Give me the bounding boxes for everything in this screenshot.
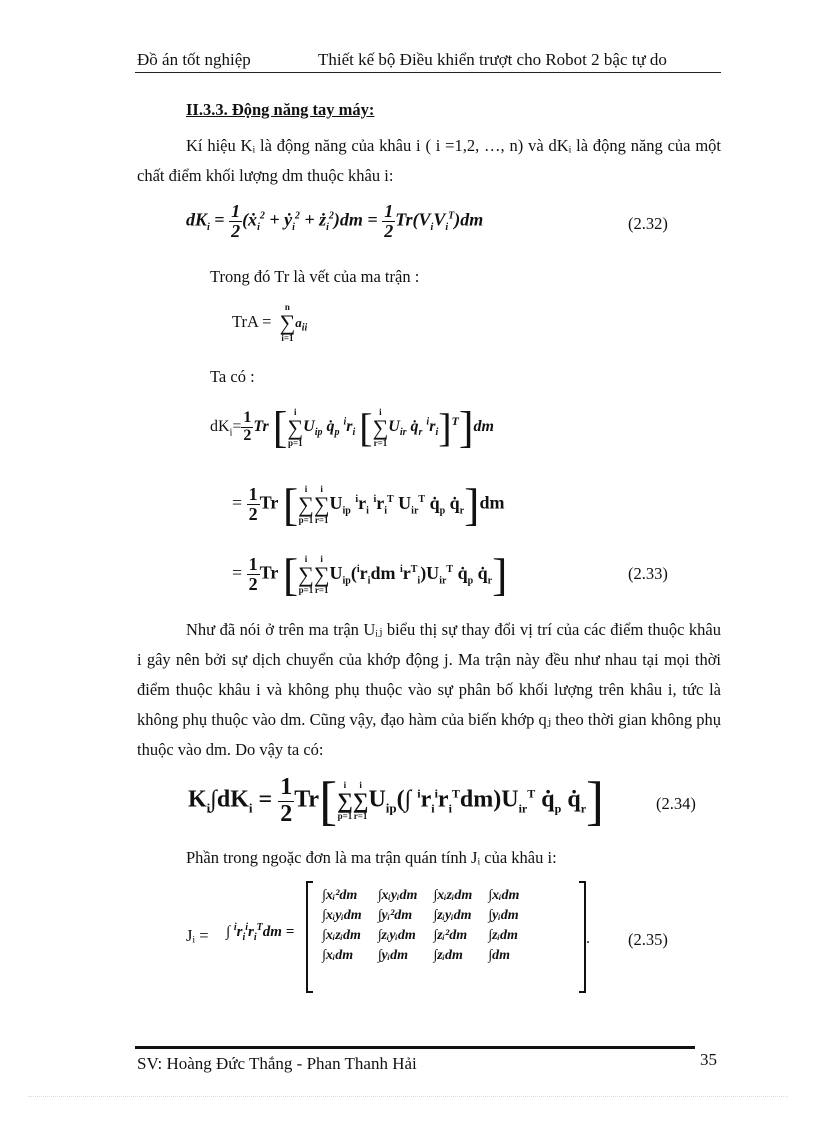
equation-2-35-lhs: Jᵢ =	[186, 926, 209, 945]
matrix-period: .	[586, 930, 590, 947]
matrix-cell: ∫zᵢyᵢdm	[433, 908, 472, 923]
equation-2-32: $dK_i$ = $\frac{1}{2}$ (ẋ$_i^2$ + ẏ$_i^2$ + $ż_i^2)dm$ = $\frac{1}{2}$ $Tr(V_iV_i^T)dm$	[186, 201, 484, 241]
matrix-cell: ∫xᵢdm	[488, 888, 520, 903]
equation-number-2-32: (2.32)	[628, 214, 668, 233]
section-title: II.3.3. Động năng tay máy:	[186, 100, 375, 119]
taco-label: Ta có :	[210, 367, 255, 386]
equation-number-2-34: (2.34)	[656, 794, 696, 813]
page-number: 35	[700, 1050, 717, 1069]
equation-2-33-line-2: = $\frac{1}{2}$ Tr [ i ∑ p=1 i ∑ r=1 $U_{ip}$ $^ir_i$ $^ir_i^T$ $U_{ir}^T$ $q̇_p$ $q̇_r]dm$	[232, 479, 505, 530]
paragraph-2: Như đã nói ở trên ma trận Uᵢⱼ biểu thị sự thay đổi vị trí của các điểm thuộc khâu i gây nên bởi sự dịch chuyển của khớp động j. Ma trận này đều như nhau tại mọi thời điểm thuộc khâu i và không phụ thuộc vào sự phân bố khối lượng trên khâu i, tức là không phụ thuộc vào dm. Cũng vậy, đạo hàm của biến khớp qⱼ theo thời gian không phụ thuộc vào dm. Do vậy ta có:	[137, 620, 721, 759]
matrix-cell: ∫zᵢdm	[433, 948, 463, 963]
paragraph-1: Kí hiệu Kᵢ là động năng của khâu i ( i =1,2, …, n) và dKᵢ là động năng của một chất điểm khối lượng dm thuộc khâu i:	[137, 136, 721, 185]
header-left: Đồ án tốt nghiệp	[137, 50, 251, 69]
equation-2-33-line-1: $dK_i=$ $\frac{1}{2}$ Tr [ i ∑ p=1 $U_{ip}$ $q̇_p$ $^ir_i$ [ i ∑ r=1 $U_{ir}$ $q̇_r$ $^ir_i]^T]dm$	[210, 403, 494, 452]
trace-equation: TrA = n ∑ i=1 $a_{ii}$	[232, 302, 308, 343]
bottom-dotted-line	[28, 1096, 788, 1097]
equation-number-2-35: (2.35)	[628, 930, 668, 949]
footer-authors: SV: Hoàng Đức Thắng - Phan Thanh Hải	[137, 1054, 417, 1073]
header-right: Thiết kế bộ Điều khiển trượt cho Robot 2 bậc tự do	[318, 50, 667, 69]
footer-rule	[135, 1046, 695, 1049]
equation-number-2-33: (2.33)	[628, 564, 668, 583]
matrix-cell: ∫zᵢ²dm	[433, 928, 468, 943]
header-rule	[135, 72, 721, 73]
matrix-cell: ∫xᵢ²dm	[322, 888, 358, 903]
inertia-matrix	[306, 882, 586, 992]
matrix-cell: ∫xᵢzᵢdm	[322, 928, 361, 943]
matrix-cell: ∫xᵢzᵢdm	[433, 888, 473, 903]
equation-2-33-line-3: = $\frac{1}{2}$ Tr [ i ∑ p=1 i ∑ r=1 $U_{ip}(^ir_idm$ $^ir^T_i)U_{ir}^T$ $q̇_p$ $q̇_r$]	[232, 549, 508, 600]
trace-lhs: TrA =	[232, 311, 272, 331]
matrix-cell: ∫yᵢdm	[488, 908, 519, 923]
trace-intro: Trong đó Tr là vết của ma trận :	[210, 267, 420, 286]
matrix-cell: ∫yᵢ²dm	[377, 908, 413, 923]
matrix-cell: ∫zᵢdm	[488, 928, 518, 943]
paragraph-3: Phần trong ngoặc đơn là ma trận quán tính Jᵢ của khâu i:	[186, 848, 557, 867]
matrix-cell: ∫xᵢdm	[322, 948, 354, 963]
equation-2-34: $K_i\int dK_i$ = $\frac{1}{2}$ Tr[ i ∑ p=1 i ∑ r=1 $U_{ip}(\int$ $^ir_i^ir_i^Tdm)U_{ir}^T$ $q̇_p$ $q̇_r$]	[188, 771, 604, 831]
matrix-cell: ∫dm	[488, 948, 511, 963]
equation-2-35-integral: ∫ $^ir_i^ir_i^Tdm$ =	[226, 922, 295, 943]
matrix-cell: ∫yᵢdm	[377, 948, 408, 963]
matrix-cell: ∫zᵢyᵢdm	[377, 928, 416, 943]
matrix-cell: ∫xᵢyᵢdm	[377, 888, 418, 903]
matrix-cell: ∫xᵢyᵢdm	[322, 908, 362, 923]
